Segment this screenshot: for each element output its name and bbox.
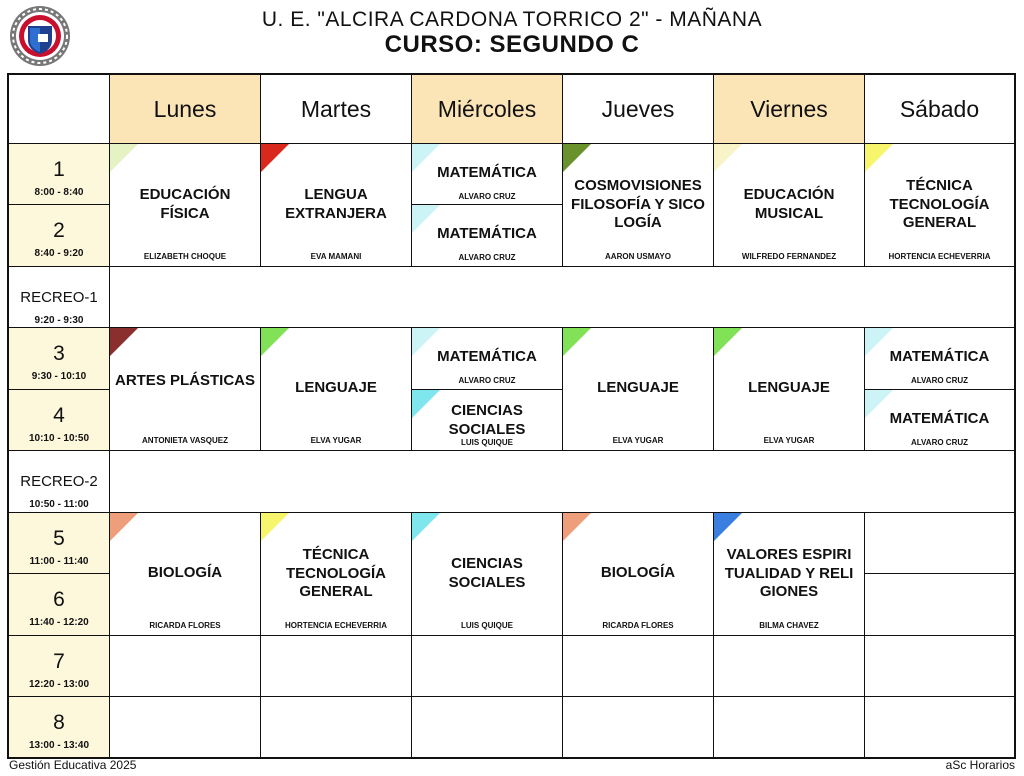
lesson-card[interactable] [412, 390, 563, 451]
course-title: CURSO: SEGUNDO C [384, 31, 640, 58]
school-title: U. E. "ALCIRA CARDONA TORRICO 2" - MAÑANA [261, 8, 763, 31]
period-label: 3 [53, 342, 65, 365]
lesson-card[interactable] [714, 328, 865, 451]
lesson-subject: BIOLOGÍA [600, 564, 676, 581]
lesson-subject: TÉCNICA TECNOLOGÍA GENERAL [889, 177, 990, 231]
lesson-teacher: BILMA CHAVEZ [759, 621, 819, 630]
lesson-card[interactable] [412, 328, 563, 390]
empty-cell [865, 697, 1014, 757]
period-8 [9, 697, 110, 757]
period-label: 6 [53, 588, 65, 611]
empty-cell [110, 636, 261, 697]
lesson-subject: MATEMÁTICA [437, 164, 537, 181]
lesson-card[interactable] [412, 144, 563, 205]
corner-cell [9, 75, 110, 144]
period-label: RECREO-2 [20, 473, 98, 490]
lesson-card[interactable] [865, 390, 1014, 451]
lesson-card[interactable] [714, 513, 865, 636]
lesson-teacher: ELVA YUGAR [763, 436, 815, 445]
period-time: 13:00 - 13:40 [28, 740, 90, 751]
lesson-subject: EDUCACIÓN FÍSICA [139, 186, 231, 222]
period-1 [9, 144, 110, 205]
period-time: 9:20 - 9:30 [34, 315, 84, 326]
color-tag [865, 144, 893, 172]
lesson-teacher: LUIS QUIQUE [460, 438, 513, 447]
lesson-subject: MATEMÁTICA [889, 348, 990, 365]
lesson-subject: LENGUAJE [597, 379, 679, 396]
lesson-subject: COSMOVISIONES FILOSOFÍA Y SICOLOGÍA [571, 177, 705, 231]
empty-cell [110, 697, 261, 757]
empty-cell [865, 574, 1014, 636]
lesson-subject: EDUCACIÓN MUSICAL [743, 186, 835, 222]
color-tag [563, 328, 591, 356]
color-tag [261, 513, 289, 541]
color-tag [110, 144, 138, 172]
period-time: 9:30 - 10:10 [31, 371, 87, 382]
period-6 [9, 574, 110, 636]
lesson-teacher: RICARDA FLORES [602, 621, 674, 630]
lesson-teacher: LUIS QUIQUE [460, 621, 513, 630]
lesson-teacher: ALVARO CRUZ [458, 253, 516, 262]
color-tag [412, 513, 440, 541]
lesson-teacher: ALVARO CRUZ [458, 192, 516, 201]
lesson-subject: CIENCIAS SOCIALES [448, 402, 526, 438]
period-label: 2 [53, 219, 65, 242]
lesson-subject: LENGUAJE [748, 379, 830, 396]
period-label: 4 [53, 404, 65, 427]
empty-cell [261, 636, 412, 697]
lesson-teacher: HORTENCIA ECHEVERRIA [285, 621, 387, 630]
period-label: 7 [53, 650, 65, 673]
color-tag [714, 328, 742, 356]
period-label: 5 [53, 527, 65, 550]
footer-left: Gestión Educativa 2025 [9, 758, 137, 772]
lesson-card[interactable] [563, 328, 714, 451]
color-tag [110, 328, 138, 356]
period-time: 12:20 - 13:00 [28, 679, 90, 690]
day-header-lunes: Lunes [110, 75, 261, 144]
period-7 [9, 636, 110, 697]
timetable-grid [7, 73, 1016, 759]
footer-right: aSc Horarios [945, 758, 1015, 772]
lesson-card[interactable] [412, 205, 563, 267]
lesson-subject: TÉCNICA TECNOLOGÍA GENERAL [286, 546, 386, 600]
lesson-teacher: ALVARO CRUZ [458, 376, 516, 385]
lesson-teacher: WILFREDO FERNANDEZ [741, 252, 837, 261]
lesson-subject: LENGUAJE [295, 379, 377, 396]
day-header-martes: Martes [261, 75, 412, 144]
period-time: 11:00 - 11:40 [29, 556, 89, 567]
period-3 [9, 328, 110, 390]
period-recreo-1 [9, 267, 110, 328]
recess-band [110, 267, 1014, 328]
lesson-teacher: ALVARO CRUZ [910, 438, 969, 447]
color-tag [261, 144, 289, 172]
empty-cell [714, 636, 865, 697]
period-5 [9, 513, 110, 574]
color-tag [563, 144, 591, 172]
lesson-subject: VALORES ESPIRITUALIDAD Y RELIGIONES [724, 546, 854, 600]
day-header-viernes: Viernes [714, 75, 865, 144]
lesson-teacher: HORTENCIA ECHEVERRIA [888, 252, 991, 261]
color-tag [563, 513, 591, 541]
lesson-card[interactable] [865, 144, 1014, 267]
period-time: 11:40 - 12:20 [29, 617, 89, 628]
lesson-teacher: ALVARO CRUZ [910, 376, 969, 385]
empty-cell [865, 513, 1014, 574]
period-time: 10:10 - 10:50 [28, 433, 90, 444]
period-label: 8 [53, 711, 65, 734]
lesson-teacher: ELIZABETH CHOQUE [143, 252, 227, 261]
period-recreo-2 [9, 451, 110, 513]
period-time: 10:50 - 11:00 [29, 499, 89, 510]
empty-cell [563, 636, 714, 697]
lesson-teacher: AARON USMAYO [605, 252, 671, 261]
day-header-miercoles: Miércoles [412, 75, 563, 144]
lesson-card[interactable] [563, 513, 714, 636]
lesson-teacher: EVA MAMANI [310, 252, 362, 261]
day-header-sabado: Sábado [865, 75, 1014, 144]
period-time: 8:00 - 8:40 [34, 187, 84, 198]
lesson-card[interactable] [110, 328, 261, 451]
day-header-jueves: Jueves [563, 75, 714, 144]
empty-cell [261, 697, 412, 757]
lesson-card[interactable] [261, 328, 412, 451]
period-label: 1 [53, 158, 65, 181]
period-time: 8:40 - 9:20 [34, 248, 84, 259]
period-4 [9, 390, 110, 451]
lesson-teacher: RICARDA FLORES [149, 621, 221, 630]
lesson-card[interactable] [261, 513, 412, 636]
empty-cell [714, 697, 865, 757]
lesson-subject: MATEMÁTICA [889, 410, 990, 427]
empty-cell [865, 636, 1014, 697]
lesson-subject: ARTES PLÁSTICAS [114, 372, 255, 389]
lesson-subject: LENGUA EXTRANJERA [285, 186, 387, 222]
lesson-teacher: ELVA YUGAR [310, 436, 362, 445]
color-tag [714, 513, 742, 541]
color-tag [261, 328, 289, 356]
lesson-subject: MATEMÁTICA [437, 348, 537, 365]
lesson-card[interactable] [412, 513, 563, 636]
lesson-teacher: ANTONIETA VASQUEZ [142, 436, 228, 445]
color-tag [714, 144, 742, 172]
lesson-teacher: ELVA YUGAR [612, 436, 664, 445]
lesson-subject: BIOLOGÍA [147, 564, 223, 581]
period-2 [9, 205, 110, 267]
lesson-card[interactable] [563, 144, 714, 267]
lesson-card[interactable] [261, 144, 412, 267]
lesson-card[interactable] [110, 144, 261, 267]
lesson-card[interactable] [865, 328, 1014, 390]
lesson-card[interactable] [110, 513, 261, 636]
lesson-subject: MATEMÁTICA [437, 225, 537, 242]
lesson-card[interactable] [714, 144, 865, 267]
empty-cell [563, 697, 714, 757]
lesson-subject: CIENCIAS SOCIALES [448, 555, 526, 591]
color-tag [110, 513, 138, 541]
empty-cell [412, 636, 563, 697]
empty-cell [412, 697, 563, 757]
recess-band [110, 451, 1014, 513]
period-label: RECREO-1 [20, 289, 98, 306]
